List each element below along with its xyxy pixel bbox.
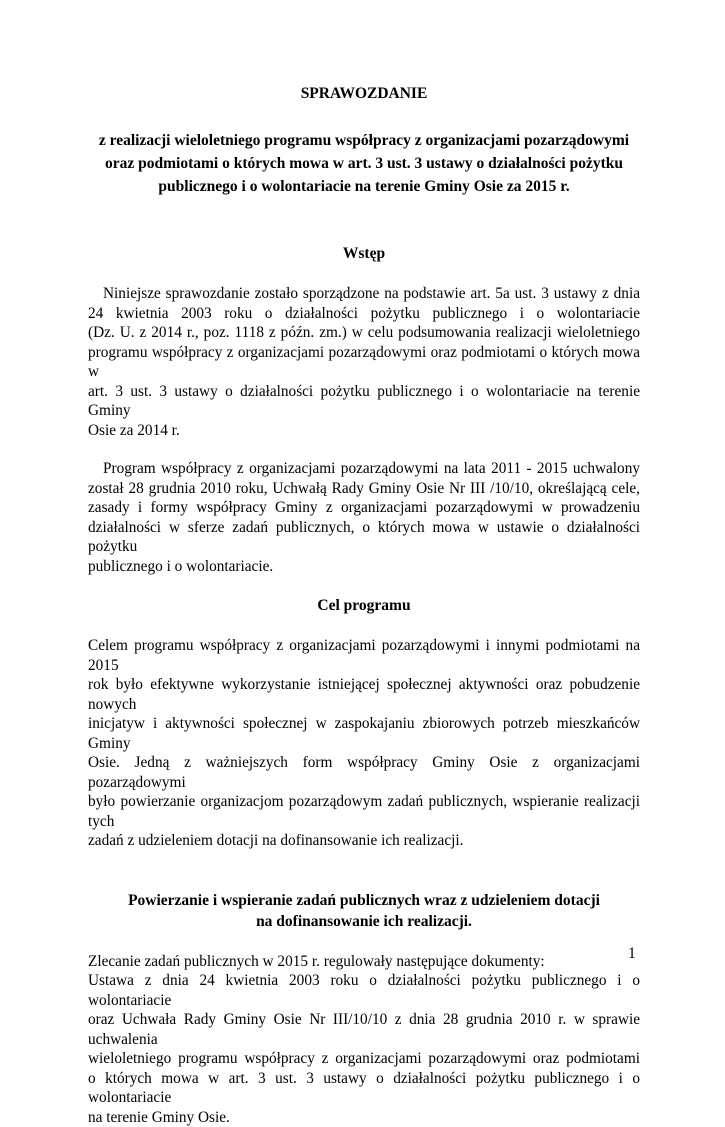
heading-line: na dofinansowanie ich realizacji. bbox=[88, 911, 640, 932]
paragraph-line: było powierzanie organizacjom pozarządowym zadań publicznych, wspieranie realizacji tych bbox=[88, 792, 640, 831]
goal-heading: Cel programu bbox=[88, 596, 640, 616]
paragraph-line: 24 kwietnia 2003 roku o działalności pożytku publicznego i o wolontariacie bbox=[88, 304, 640, 324]
paragraph-line: zadań z udzieleniem dotacji na dofinansowanie ich realizacji. bbox=[88, 831, 640, 851]
paragraph-line: oraz Uchwała Rady Gminy Osie Nr III/10/10 z dnia 28 grudnia 2010 r. w sprawie uchwalenia bbox=[88, 1010, 640, 1049]
paragraph-line: Zlecanie zadań publicznych w 2015 r. regulowały następujące dokumenty: bbox=[88, 952, 640, 972]
page-number: 1 bbox=[628, 945, 636, 963]
paragraph-line: Osie za 2014 r. bbox=[88, 421, 640, 441]
tasks-paragraph bbox=[88, 952, 640, 1127]
paragraph-line: został 28 grudnia 2010 roku, Uchwałą Rady Gminy Osie Nr III /10/10, określającą cele, bbox=[88, 479, 640, 499]
document-page bbox=[88, 84, 640, 1127]
paragraph-line: Niniejsze sprawozdanie zostało sporządzone na podstawie art. 5a ust. 3 ustawy z dnia bbox=[88, 284, 640, 304]
subtitle-line: oraz podmiotami o których mowa w art. 3 ust. 3 ustawy o działalności pożytku bbox=[88, 152, 640, 175]
paragraph-line: Program współpracy z organizacjami pozarządowymi na lata 2011 - 2015 uchwalony bbox=[88, 459, 640, 479]
paragraph-line: na terenie Gminy Osie. bbox=[88, 1108, 640, 1127]
goal-paragraph bbox=[88, 636, 640, 851]
paragraph-line: (Dz. U. z 2014 r., poz. 1118 z późn. zm.) w celu podsumowania realizacji wieloletniego bbox=[88, 323, 640, 343]
intro-paragraph-2 bbox=[88, 459, 640, 576]
paragraph-line: rok było efektywne wykorzystanie istniejącej społecznej aktywności oraz pobudzenie nowych bbox=[88, 675, 640, 714]
paragraph-line: Ustawa z dnia 24 kwietnia 2003 roku o działalności pożytku publicznego i o wolontariacie bbox=[88, 971, 640, 1010]
intro-heading: Wstęp bbox=[88, 244, 640, 264]
paragraph-line: działalności w sferze zadań publicznych, o których mowa w ustawie o działalności pożytku bbox=[88, 518, 640, 557]
heading-line: Powierzanie i wspieranie zadań publicznych wraz z udzieleniem dotacji bbox=[88, 890, 640, 911]
paragraph-line: wieloletniego programu współpracy z organizacjami pozarządowymi oraz podmiotami bbox=[88, 1049, 640, 1069]
subtitle-line: publicznego i o wolontariacie na terenie Gminy Osie za 2015 r. bbox=[88, 175, 640, 198]
paragraph-line: programu współpracy z organizacjami pozarządowymi oraz podmiotami o których mowa w bbox=[88, 343, 640, 382]
paragraph-line: Celem programu współpracy z organizacjami pozarządowymi i innymi podmiotami na 2015 bbox=[88, 636, 640, 675]
tasks-heading bbox=[88, 890, 640, 932]
document-title: SPRAWOZDANIE bbox=[88, 84, 640, 104]
paragraph-line: Osie. Jedną z ważniejszych form współpracy Gminy Osie z organizacjami pozarządowymi bbox=[88, 753, 640, 792]
subtitle-line: z realizacji wieloletniego programu współpracy z organizacjami pozarządowymi bbox=[88, 129, 640, 152]
paragraph-line: inicjatyw i aktywności społecznej w zaspokajaniu zbiorowych potrzeb mieszkańców Gminy bbox=[88, 714, 640, 753]
document-subtitle bbox=[88, 129, 640, 198]
intro-paragraph-1 bbox=[88, 284, 640, 440]
paragraph-line: zasady i formy współpracy Gminy z organizacjami pozarządowymi w prowadzeniu bbox=[88, 498, 640, 518]
paragraph-line: o których mowa w art. 3 ust. 3 ustawy o działalności pożytku publicznego i o wolontariacie bbox=[88, 1069, 640, 1108]
paragraph-line: art. 3 ust. 3 ustawy o działalności pożytku publicznego i o wolontariacie na terenie Gminy bbox=[88, 382, 640, 421]
paragraph-line: publicznego i o wolontariacie. bbox=[88, 557, 640, 577]
